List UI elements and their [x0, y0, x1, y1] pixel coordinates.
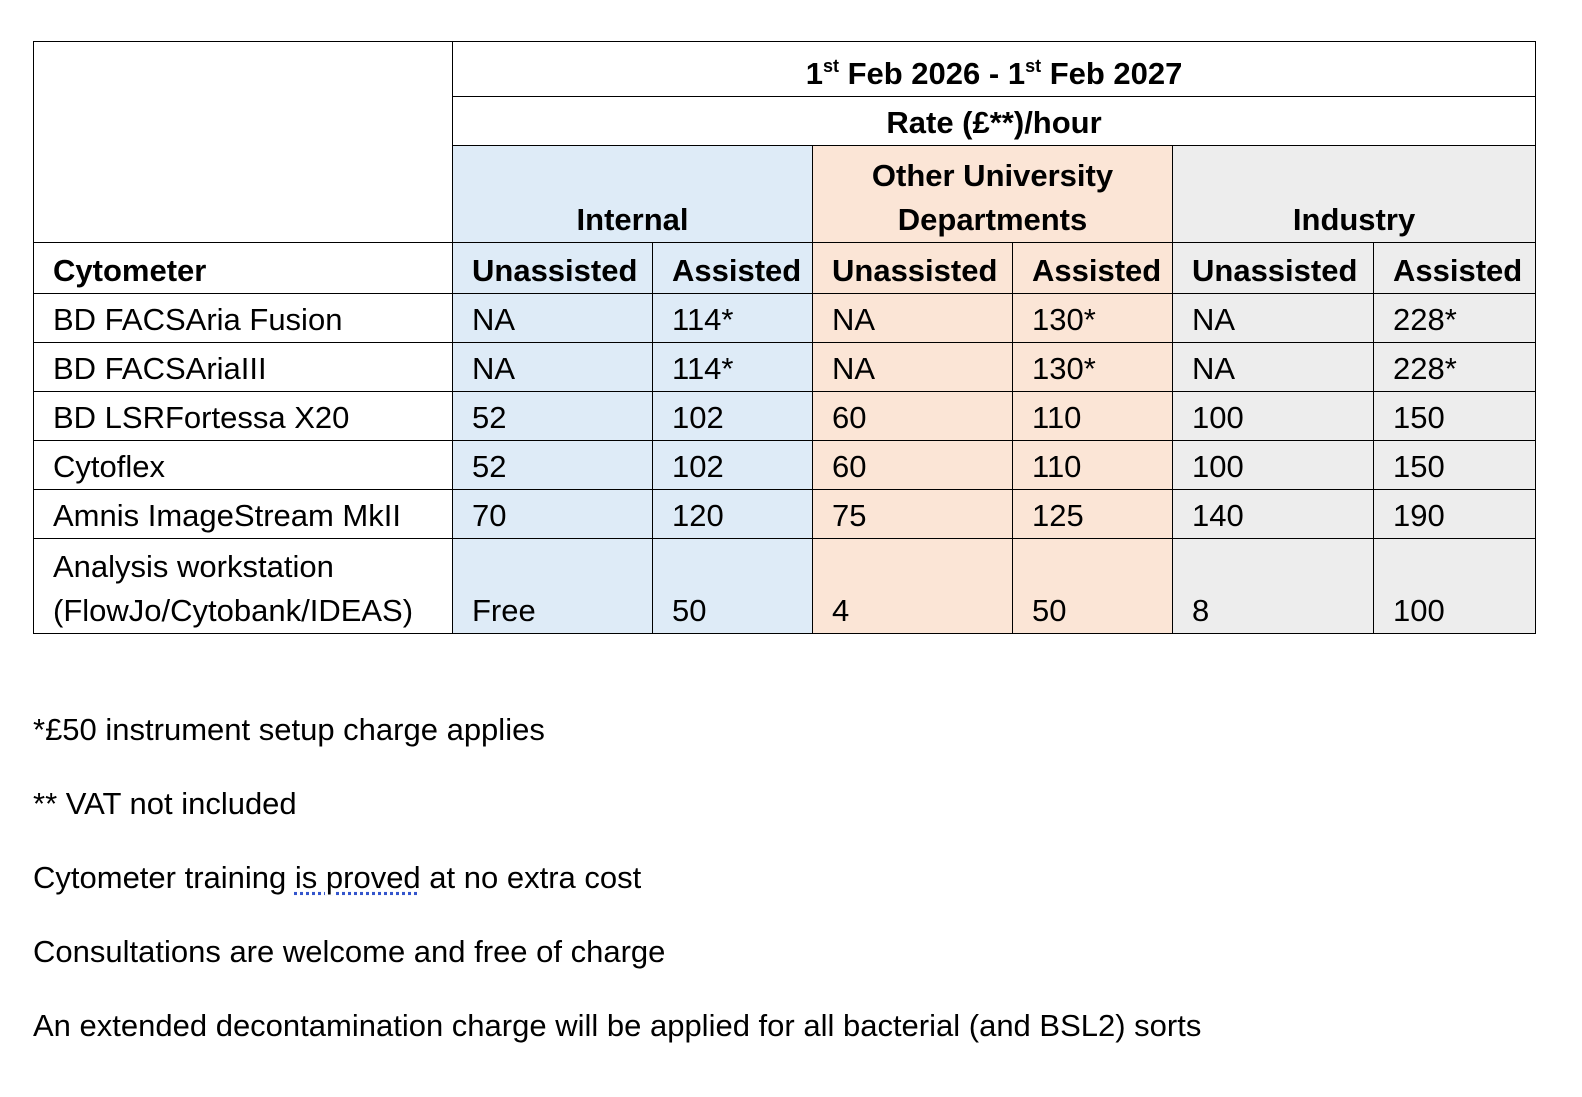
rate-cell: 70	[453, 490, 653, 539]
sub-header-cell: Assisted	[1013, 243, 1173, 294]
rate-cell: 130*	[1013, 343, 1173, 392]
note-decontamination: An extended decontamination charge will be applied for all bacterial (and BSL2) sorts	[33, 1008, 1202, 1043]
rate-cell: Free	[453, 539, 653, 634]
rate-cell: 190	[1374, 490, 1536, 539]
header-date-row	[34, 42, 1536, 97]
rate-cell: 52	[453, 392, 653, 441]
table-row	[34, 343, 1536, 392]
rate-cell: 8	[1173, 539, 1374, 634]
rate-header: Rate (£**)/hour	[453, 97, 1536, 146]
rate-cell: 114*	[653, 294, 813, 343]
rate-cell: 50	[1013, 539, 1173, 634]
rates-table	[33, 41, 1536, 634]
rate-cell: 60	[813, 441, 1013, 490]
rate-cell: NA	[453, 294, 653, 343]
rate-cell: NA	[1173, 343, 1374, 392]
cytometer-name: BD FACSAriaIII	[34, 343, 453, 392]
rate-cell: NA	[813, 294, 1013, 343]
date-range-header: 1st Feb 2026 - 1st Feb 2027	[453, 42, 1536, 97]
cytometer-header: Cytometer	[34, 243, 453, 294]
cytometer-name: Analysis workstation (FlowJo/Cytobank/IDEAS)	[34, 539, 453, 634]
table-row	[34, 539, 1536, 634]
rate-cell: 140	[1173, 490, 1374, 539]
rate-cell: 228*	[1374, 294, 1536, 343]
sub-header-cell: Unassisted	[453, 243, 653, 294]
table-row	[34, 490, 1536, 539]
sub-header-cell: Unassisted	[1173, 243, 1374, 294]
note-vat: ** VAT not included	[33, 786, 297, 821]
rate-cell: NA	[813, 343, 1013, 392]
table-row	[34, 441, 1536, 490]
proofing-flagged-text[interactable]: is proved	[294, 860, 421, 895]
cytometer-name: BD FACSAria Fusion	[34, 294, 453, 343]
group-other-university: Other University Departments	[813, 146, 1173, 243]
rate-cell: 100	[1173, 392, 1374, 441]
cytometer-name: Amnis ImageStream MkII	[34, 490, 453, 539]
cytometer-name: Cytoflex	[34, 441, 453, 490]
rate-cell: 150	[1374, 392, 1536, 441]
rate-cell: 228*	[1374, 343, 1536, 392]
rate-cell: 102	[653, 392, 813, 441]
group-industry: Industry	[1173, 146, 1536, 243]
sub-header-row	[34, 243, 1536, 294]
cytometer-name: BD LSRFortessa X20	[34, 392, 453, 441]
sub-header-cell: Assisted	[1374, 243, 1536, 294]
rate-cell: 125	[1013, 490, 1173, 539]
rate-cell: 150	[1374, 441, 1536, 490]
rate-cell: 75	[813, 490, 1013, 539]
rate-cell: 120	[653, 490, 813, 539]
rate-cell: 4	[813, 539, 1013, 634]
rate-cell: 114*	[653, 343, 813, 392]
rate-cell: 60	[813, 392, 1013, 441]
rate-cell: 110	[1013, 392, 1173, 441]
table-row	[34, 294, 1536, 343]
rate-cell: NA	[453, 343, 653, 392]
notes-section	[33, 708, 1201, 1078]
note-consultations: Consultations are welcome and free of charge	[33, 934, 666, 969]
rate-cell: 100	[1374, 539, 1536, 634]
group-internal: Internal	[453, 146, 813, 243]
table-row	[34, 392, 1536, 441]
rate-cell: 102	[653, 441, 813, 490]
rate-cell: NA	[1173, 294, 1374, 343]
rate-cell: 100	[1173, 441, 1374, 490]
rate-cell: 50	[653, 539, 813, 634]
note-setup-charge: *£50 instrument setup charge applies	[33, 712, 545, 747]
rate-cell: 130*	[1013, 294, 1173, 343]
sub-header-cell: Unassisted	[813, 243, 1013, 294]
note-training: Cytometer training is proved at no extra cost	[33, 860, 642, 895]
sub-header-cell: Assisted	[653, 243, 813, 294]
empty-corner-cell	[34, 42, 453, 243]
rate-cell: 110	[1013, 441, 1173, 490]
rate-cell: 52	[453, 441, 653, 490]
